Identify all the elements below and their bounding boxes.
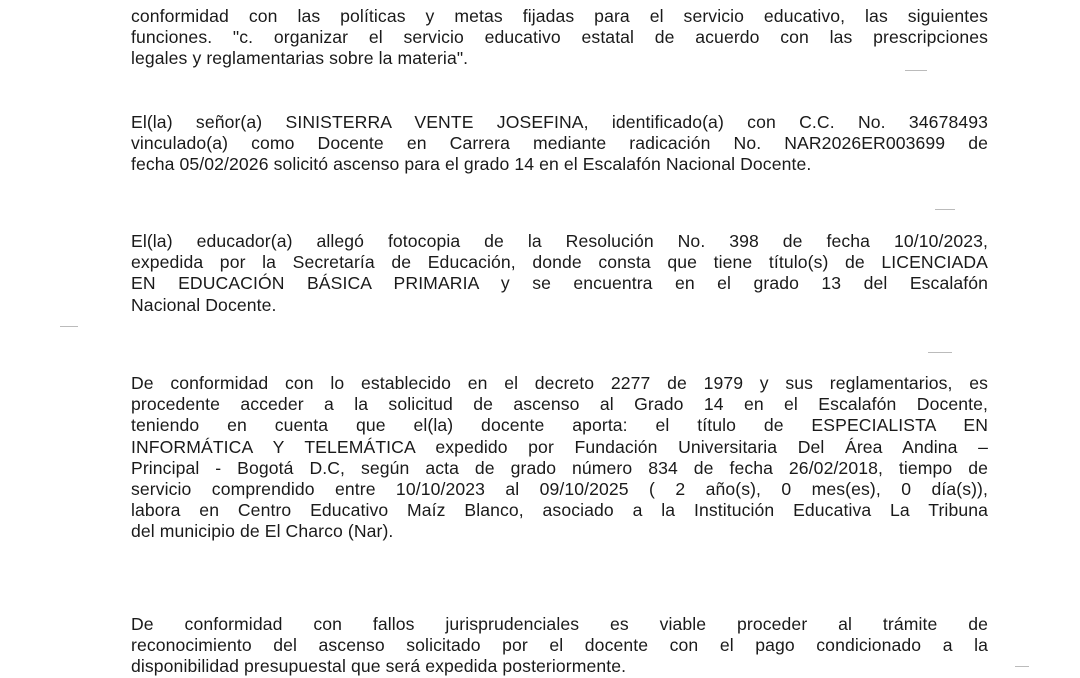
text-line: expedida por la Secretaría de Educación, donde consta que tiene título(s) de LICENCIADA — [131, 252, 988, 273]
paragraph-applicant — [131, 112, 988, 176]
text-line: servicio comprendido entre 10/10/2023 al 09/10/2025 ( 2 año(s), 0 mes(es), 0 día(s)), — [131, 479, 988, 500]
text-line: del municipio de El Charco (Nar). — [131, 521, 394, 542]
text-line: Principal - Bogotá D.C, según acta de grado número 834 de fecha 26/02/2018, tiempo de — [131, 457, 988, 478]
paragraph-resolution — [131, 231, 988, 316]
text-line: El(la) educador(a) allegó fotocopia de la Resolución No. 398 de fecha 10/10/2023, — [131, 231, 988, 251]
text-line: INFORMÁTICA Y TELEMÁTICA expedido por Fundación Universitaria Del Área Andina – — [131, 436, 988, 457]
paragraph-decree — [131, 373, 988, 543]
scan-mark — [928, 352, 952, 353]
text-line: legales y reglamentarias sobre la materia". — [131, 48, 469, 69]
text-line: reconocimiento del ascenso solicitado por el docente con el pago condicionado a la — [131, 635, 988, 656]
paragraph-functions — [131, 6, 988, 70]
paragraph-jurisprudence — [131, 614, 988, 678]
text-line: teniendo en cuenta que el(la) docente aporta: el título de ESPECIALISTA EN — [131, 415, 988, 436]
text-line: De conformidad con fallos jurisprudenciales es viable proceder al trámite de — [131, 614, 988, 634]
scan-mark — [905, 70, 927, 71]
text-line: procedente acceder a la solicitud de ascenso al Grado 14 en el Escalafón Docente, — [131, 394, 988, 415]
text-line: Nacional Docente. — [131, 294, 277, 315]
text-line: El(la) señor(a) SINISTERRA VENTE JOSEFINA, identificado(a) con C.C. No. 34678493 — [131, 112, 988, 132]
scan-mark — [60, 326, 78, 327]
text-line: disponibilidad presupuestal que será expedida posteriormente. — [131, 656, 627, 677]
scan-mark — [935, 209, 955, 210]
text-line: De conformidad con lo establecido en el decreto 2277 de 1979 y sus reglamentarios, es — [131, 373, 988, 393]
text-line: labora en Centro Educativo Maíz Blanco, asociado a la Institución Educativa La Tribuna — [131, 500, 988, 521]
text-line: EN EDUCACIÓN BÁSICA PRIMARIA y se encuentra en el grado 13 del Escalafón — [131, 273, 988, 294]
text-line: vinculado(a) como Docente en Carrera mediante radicación No. NAR2026ER003699 de — [131, 133, 988, 154]
scan-mark — [1015, 666, 1029, 667]
text-line: fecha 05/02/2026 solicitó ascenso para el grado 14 en el Escalafón Nacional Docente. — [131, 154, 812, 175]
text-line: conformidad con las políticas y metas fijadas para el servicio educativo, las siguientes — [131, 6, 988, 26]
text-line: funciones. "c. organizar el servicio educativo estatal de acuerdo con las prescripciones — [131, 27, 988, 48]
